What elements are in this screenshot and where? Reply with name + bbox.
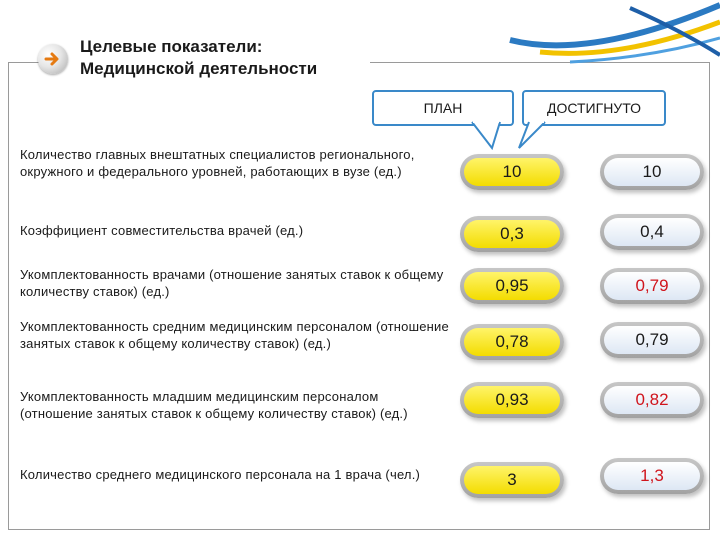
achieved-column-label: ДОСТИГНУТО (546, 100, 642, 116)
plan-value-4: 0,78 (464, 328, 560, 356)
brand-swoosh-decoration (500, 0, 720, 70)
achieved-value-pill-4 (600, 322, 704, 358)
indicator-label-1: Количество главных внештатных специалистов регионального, окружного и федерального уровней, работающих в вузе (ед.) (20, 147, 415, 179)
plan-value-pill-4 (460, 324, 564, 360)
indicator-label-4: Укомплектованность средним медицинским персоналом (отношение занятых ставок к общему количеству ставок) (ед.) (20, 319, 449, 351)
achieved-value-1: 10 (604, 158, 700, 186)
achieved-value-pill-6 (600, 458, 704, 494)
indicator-label-2: Коэффициент совместительства врачей (ед.) (20, 223, 304, 238)
indicator-label-5: Укомплектованность младшим медицинским персоналом (отношение занятых ставок к общему количеству ставок) (ед.) (20, 389, 408, 421)
plan-value-5: 0,93 (464, 386, 560, 414)
achieved-value-pill-3 (600, 268, 704, 304)
achieved-value-5: 0,82 (604, 386, 700, 414)
plan-value-pill-2 (460, 216, 564, 252)
indicator-label-6: Количество среднего медицинского персонала на 1 врача (чел.) (20, 467, 421, 482)
page-title (80, 36, 317, 80)
plan-value-1: 10 (464, 158, 560, 186)
plan-value-2: 0,3 (464, 220, 560, 248)
achieved-value-3: 0,79 (604, 272, 700, 300)
achieved-value-pill-1 (600, 154, 704, 190)
plan-value-pill-5 (460, 382, 564, 418)
plan-column-label: ПЛАН (423, 100, 463, 116)
plan-value-pill-3 (460, 268, 564, 304)
indicator-label-3: Укомплектованность врачами (отношение занятых ставок к общему количеству ставок) (ед.) (20, 267, 444, 299)
page-title-line-1: Целевые показатели: (80, 37, 263, 56)
achieved-callout-tail (515, 120, 555, 150)
plan-value-6: 3 (464, 466, 560, 494)
achieved-value-pill-5 (600, 382, 704, 418)
achieved-value-6: 1,3 (604, 462, 700, 490)
achieved-value-4: 0,79 (604, 326, 700, 354)
plan-value-pill-6 (460, 462, 564, 498)
page-title-line-2: Медицинской деятельности (80, 59, 318, 78)
plan-value-pill-1 (460, 154, 564, 190)
plan-callout-tail (470, 120, 510, 150)
arrow-right-icon (38, 44, 68, 74)
achieved-value-2: 0,4 (604, 218, 700, 246)
achieved-value-pill-2 (600, 214, 704, 250)
plan-value-3: 0,95 (464, 272, 560, 300)
